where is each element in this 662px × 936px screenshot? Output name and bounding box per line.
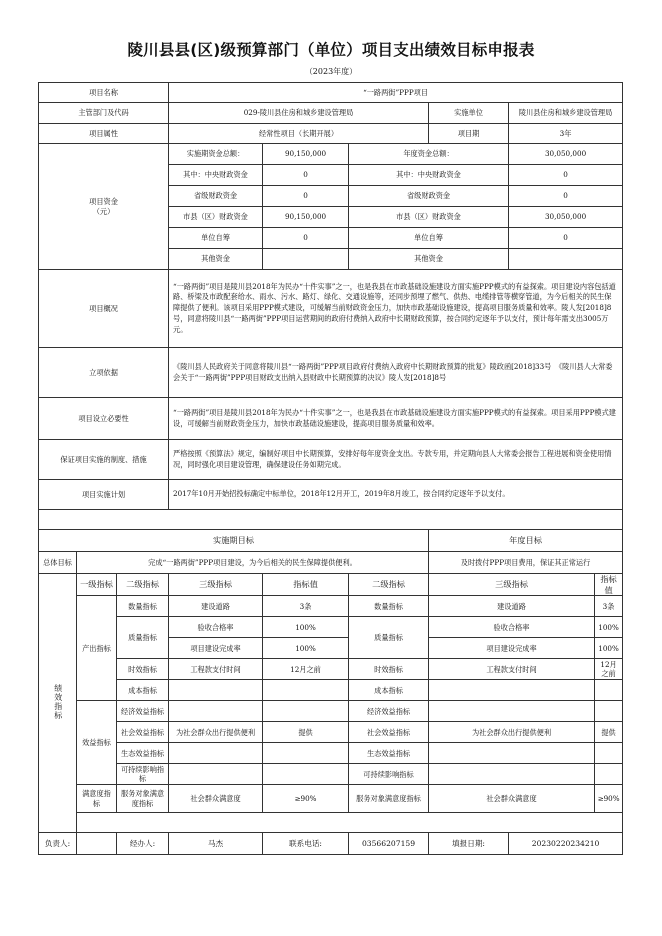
annual-sustain-name [429, 764, 595, 785]
annual-q2-value: 100% [595, 638, 623, 659]
fund-row-label: 单位自筹 [169, 228, 263, 249]
annual-goal-text: 及时拨付PPP项目费用，保证其正常运行 [429, 552, 623, 574]
leader-label: 负责人: [39, 833, 77, 855]
fund-row-label: 实施期资金总额： [169, 144, 263, 165]
fund-row-label: 市县（区）财政资金 [169, 207, 263, 228]
funds-unit: （元） [92, 206, 115, 216]
fund-row-label: 其中：中央财政资金 [169, 165, 263, 186]
value-header: 指标值 [263, 574, 349, 596]
impl-q2-name: 项目建设完成率 [169, 638, 263, 659]
impl-eco-value [263, 743, 349, 764]
impl-social-name: 为社会群众出行提供便利 [169, 722, 263, 743]
qty-indicator: 数量指标 [117, 596, 169, 617]
annual-cost-indicator: 成本指标 [349, 680, 429, 701]
annual-q2-name: 项目建设完成率 [429, 638, 595, 659]
fund-row-value-annual: 30,050,000 [509, 144, 623, 165]
annual-econ-value [595, 701, 623, 722]
fund-row-value-annual [509, 249, 623, 270]
attr-label: 项目属性 [39, 124, 169, 144]
impl-econ-name [169, 701, 263, 722]
overview-text: “一路两街”项目是陵川县2018年为民办“十件实事”之一，也是我县在市政基础设施建设方面实施PPP模式的有益探索。项目建设内容包括道路、桥梁及市政配套给水、雨水、污水、路灯、绿化、交通设施等，还同步预埋了燃气、供热、电缆排管等横穿管道，为今后相关的民生保障提供了便利。该项目采用PPP模式建设，可缓解当前财政资金压力，加快市政基础设施建设，提高项目服务质量和效率。陵人发[2018]8号，同意将陵川县“一路两街”PPP项目运营期间的政府付费纳入政府中长期财政预算，按合同约定逐年予以支付，预计每年需支出3005万元。 [169, 270, 623, 348]
fund-row-label-annual: 其他资金 [349, 249, 509, 270]
quality-indicator: 质量指标 [117, 617, 169, 659]
impl-time-name: 工程款支付时间 [169, 659, 263, 680]
handler-value: 马杰 [169, 833, 263, 855]
annual-econ-indicator: 经济效益指标 [349, 701, 429, 722]
fund-row-value: 90,150,000 [263, 207, 349, 228]
impl-sat-name: 社会群众满意度 [169, 785, 263, 813]
fund-row-value-annual: 0 [509, 165, 623, 186]
impl-eco-name [169, 743, 263, 764]
impl-cost-value [263, 680, 349, 701]
impl-time-value: 12月之前 [263, 659, 349, 680]
impl-social-value: 提供 [263, 722, 349, 743]
impl-unit-label: 实施单位 [429, 103, 509, 124]
impl-sustain-value [263, 764, 349, 785]
impl-goal-header: 实施期目标 [39, 530, 429, 552]
fund-row-label-annual: 省级财政资金 [349, 186, 509, 207]
social-indicator: 社会效益指标 [117, 722, 169, 743]
impl-econ-value [263, 701, 349, 722]
fund-row-value: 90,150,000 [263, 144, 349, 165]
annual-time-name: 工程款支付时间 [429, 659, 595, 680]
impl-sustain-name [169, 764, 263, 785]
annual-sustain-indicator: 可持续影响指标 [349, 764, 429, 785]
necessity-label: 项目设立必要性 [39, 398, 169, 440]
output-indicator-label: 产出指标 [77, 596, 117, 701]
annual-goal-header: 年度目标 [429, 530, 623, 552]
handler-label: 经办人: [117, 833, 169, 855]
level3-header: 三级指标 [169, 574, 263, 596]
overview-label: 项目概况 [39, 270, 169, 348]
phone-label: 联系电话: [263, 833, 349, 855]
dept-label: 主管部门及代码 [39, 103, 169, 124]
annual-social-value: 提供 [595, 722, 623, 743]
cost-indicator: 成本指标 [117, 680, 169, 701]
leader-value [77, 833, 117, 855]
form-title: 陵川县县(区)级预算部门（单位）项目支出绩效目标申报表 [127, 41, 535, 59]
project-name: “一路两街”PPP项目 [169, 83, 623, 103]
annual-q1-name: 验收合格率 [429, 617, 595, 638]
fund-row-value-annual: 0 [509, 186, 623, 207]
impl-qty-value: 3条 [263, 596, 349, 617]
annual-level2-header: 二级指标 [349, 574, 429, 596]
impl-q1-value: 100% [263, 617, 349, 638]
plan-text: 2017年10月开始招投标确定中标单位，2018年12月开工，2019年8月竣工，按合同约定逐年予以支付。 [169, 480, 623, 510]
impl-cost-name [169, 680, 263, 701]
funds-label-text: 项目资金 [89, 197, 118, 207]
annual-cost-name [429, 680, 595, 701]
performance-indicator-label: 绩效指标 [39, 574, 77, 833]
fund-row-label: 其他资金 [169, 249, 263, 270]
period-value: 3年 [509, 124, 623, 144]
impl-q1-name: 验收合格率 [169, 617, 263, 638]
fund-row-label: 省级财政资金 [169, 186, 263, 207]
annual-sustain-value [595, 764, 623, 785]
impl-qty-name: 建设道路 [169, 596, 263, 617]
spacer-row [77, 813, 623, 833]
annual-sat-name: 社会群众满意度 [429, 785, 595, 813]
annual-eco-value [595, 743, 623, 764]
annual-qty-indicator: 数量指标 [349, 596, 429, 617]
fund-row-value: 0 [263, 228, 349, 249]
performance-form-table [38, 82, 623, 855]
fund-row-label-annual: 其中：中央财政资金 [349, 165, 509, 186]
impl-q2-value: 100% [263, 638, 349, 659]
fund-row-label-annual: 单位自筹 [349, 228, 509, 249]
annual-timeliness-indicator: 时效指标 [349, 659, 429, 680]
econ-indicator: 经济效益指标 [117, 701, 169, 722]
basis-label: 立项依据 [39, 348, 169, 398]
measures-text: 严格按照《预算法》规定，编制好项目中长期预算，安排好每年度资金支出。专款专用，并定期向县人大常委会报告工程进展和资金使用情况，同时强化项目建设管理，确保建设任务如期完成。 [169, 440, 623, 480]
annual-social-name: 为社会群众出行提供便利 [429, 722, 595, 743]
impl-goal-text: 完成“一路两街”PPP项目建设，为今后相关的民生保障提供便利。 [77, 552, 429, 574]
annual-service-sat-indicator: 服务对象满意度指标 [349, 785, 429, 813]
impl-unit-value: 陵川县住房和城乡建设管理局 [509, 103, 623, 124]
annual-q1-value: 100% [595, 617, 623, 638]
date-value: 20230220234210 [509, 833, 623, 855]
spacer-row [39, 510, 623, 530]
level1-header: 一级指标 [77, 574, 117, 596]
dept-value: 029-陵川县住房和城乡建设管理局 [169, 103, 429, 124]
measures-label: 保证项目实施的制度、措施 [39, 440, 169, 480]
annual-qty-name: 建设道路 [429, 596, 595, 617]
annual-quality-indicator: 质量指标 [349, 617, 429, 659]
impl-sat-value: ≥90% [263, 785, 349, 813]
fund-row-value [263, 249, 349, 270]
annual-value-header: 指标值 [595, 574, 623, 596]
fund-row-label-annual: 市县（区）财政资金 [349, 207, 509, 228]
level2-header: 二级指标 [117, 574, 169, 596]
plan-label: 项目实施计划 [39, 480, 169, 510]
fund-row-value: 0 [263, 186, 349, 207]
sustain-indicator: 可持续影响指标 [117, 764, 169, 785]
overall-goal-label: 总体目标 [39, 552, 77, 574]
annual-level3-header: 三级指标 [429, 574, 595, 596]
annual-time-value: 12月之前 [595, 659, 623, 680]
service-sat-indicator: 服务对象满意度指标 [117, 785, 169, 813]
benefit-indicator-label: 效益指标 [77, 701, 117, 785]
annual-econ-name [429, 701, 595, 722]
annual-sat-value: ≥90% [595, 785, 623, 813]
attr-value: 经常性项目（长期开展） [169, 124, 429, 144]
basis-text: 《陵川县人民政府关于同意将陵川县“一路两街”PPP项目政府付费纳入政府中长期财政预算的批复》陵政函[2018]33号 《陵川县人大常委会关于“一路两街”PPP项目财政支出纳入县财政中长期预算的决议》陵人发[2018]8号 [169, 348, 623, 398]
annual-social-indicator: 社会效益指标 [349, 722, 429, 743]
satisfaction-indicator-label: 满意度指标 [77, 785, 117, 813]
necessity-text: “一路两街”项目是陵川县2018年为民办“十件实事”之一，也是我县在市政基础设施建设方面实施PPP模式的有益探索。项目采用PPP模式建设，可缓解当前财政资金压力，加快市政基础设施建设，提高项目服务质量和效率。 [169, 398, 623, 440]
funds-label [39, 144, 169, 270]
project-name-label: 项目名称 [39, 83, 169, 103]
annual-eco-name [429, 743, 595, 764]
eco-indicator: 生态效益指标 [117, 743, 169, 764]
phone-value: 03566207159 [349, 833, 429, 855]
annual-cost-value [595, 680, 623, 701]
annual-qty-value: 3条 [595, 596, 623, 617]
annual-eco-indicator: 生态效益指标 [349, 743, 429, 764]
fund-row-value-annual: 0 [509, 228, 623, 249]
date-label: 填报日期: [429, 833, 509, 855]
fund-row-value: 0 [263, 165, 349, 186]
period-label: 项目期 [429, 124, 509, 144]
fund-row-value-annual: 30,050,000 [509, 207, 623, 228]
fund-row-label-annual: 年度资金总额： [349, 144, 509, 165]
year-note: （2023年度） [304, 67, 358, 76]
timeliness-indicator: 时效指标 [117, 659, 169, 680]
